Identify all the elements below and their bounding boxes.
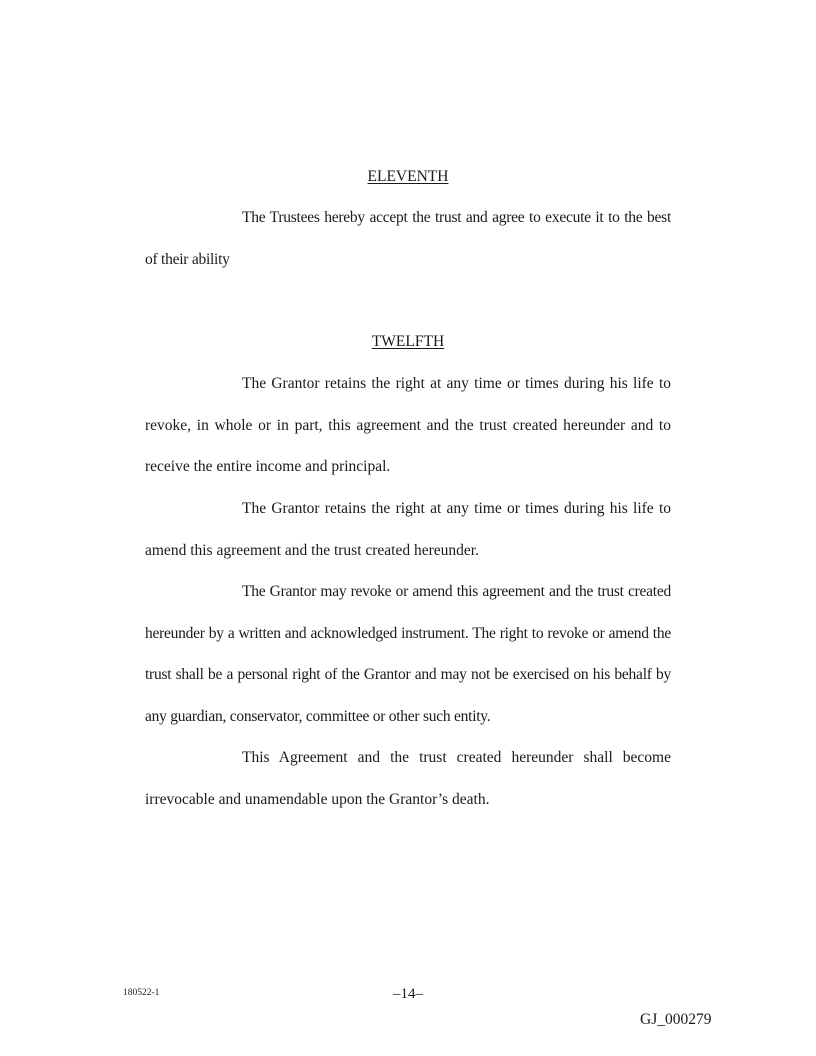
paragraph-twelfth-4: This Agreement and the trust created hereunder shall become irrevocable and unamendable upon the Grantor’s death.: [145, 749, 671, 808]
bates-number: GJ_000279: [640, 1011, 712, 1028]
paragraph-twelfth-1: The Grantor retains the right at any time or times during his life to revoke, in whole or in part, this agreement and the trust created hereunder and to receive the entire income and principal.: [145, 375, 671, 475]
paragraph-twelfth-2: The Grantor retains the right at any time or times during his life to amend this agreement and the trust created hereunder.: [145, 500, 671, 559]
document-id: 180522-1: [123, 988, 160, 998]
page-number: –14–: [393, 986, 423, 1002]
paragraph-eleventh-1: The Trustees hereby accept the trust and agree to execute it to the best of their ability: [145, 209, 671, 268]
section-heading-eleventh: ELEVENTH: [367, 168, 449, 185]
paragraph-twelfth-3: The Grantor may revoke or amend this agreement and the trust created hereunder by a written and acknowledged instrument. The right to revoke or amend the trust shall be a personal right of the Grantor and may not be exercised on his behalf by any guardian, conservator, committee or other such entity.: [145, 583, 671, 725]
section-heading-twelfth: TWELFTH: [371, 333, 445, 350]
